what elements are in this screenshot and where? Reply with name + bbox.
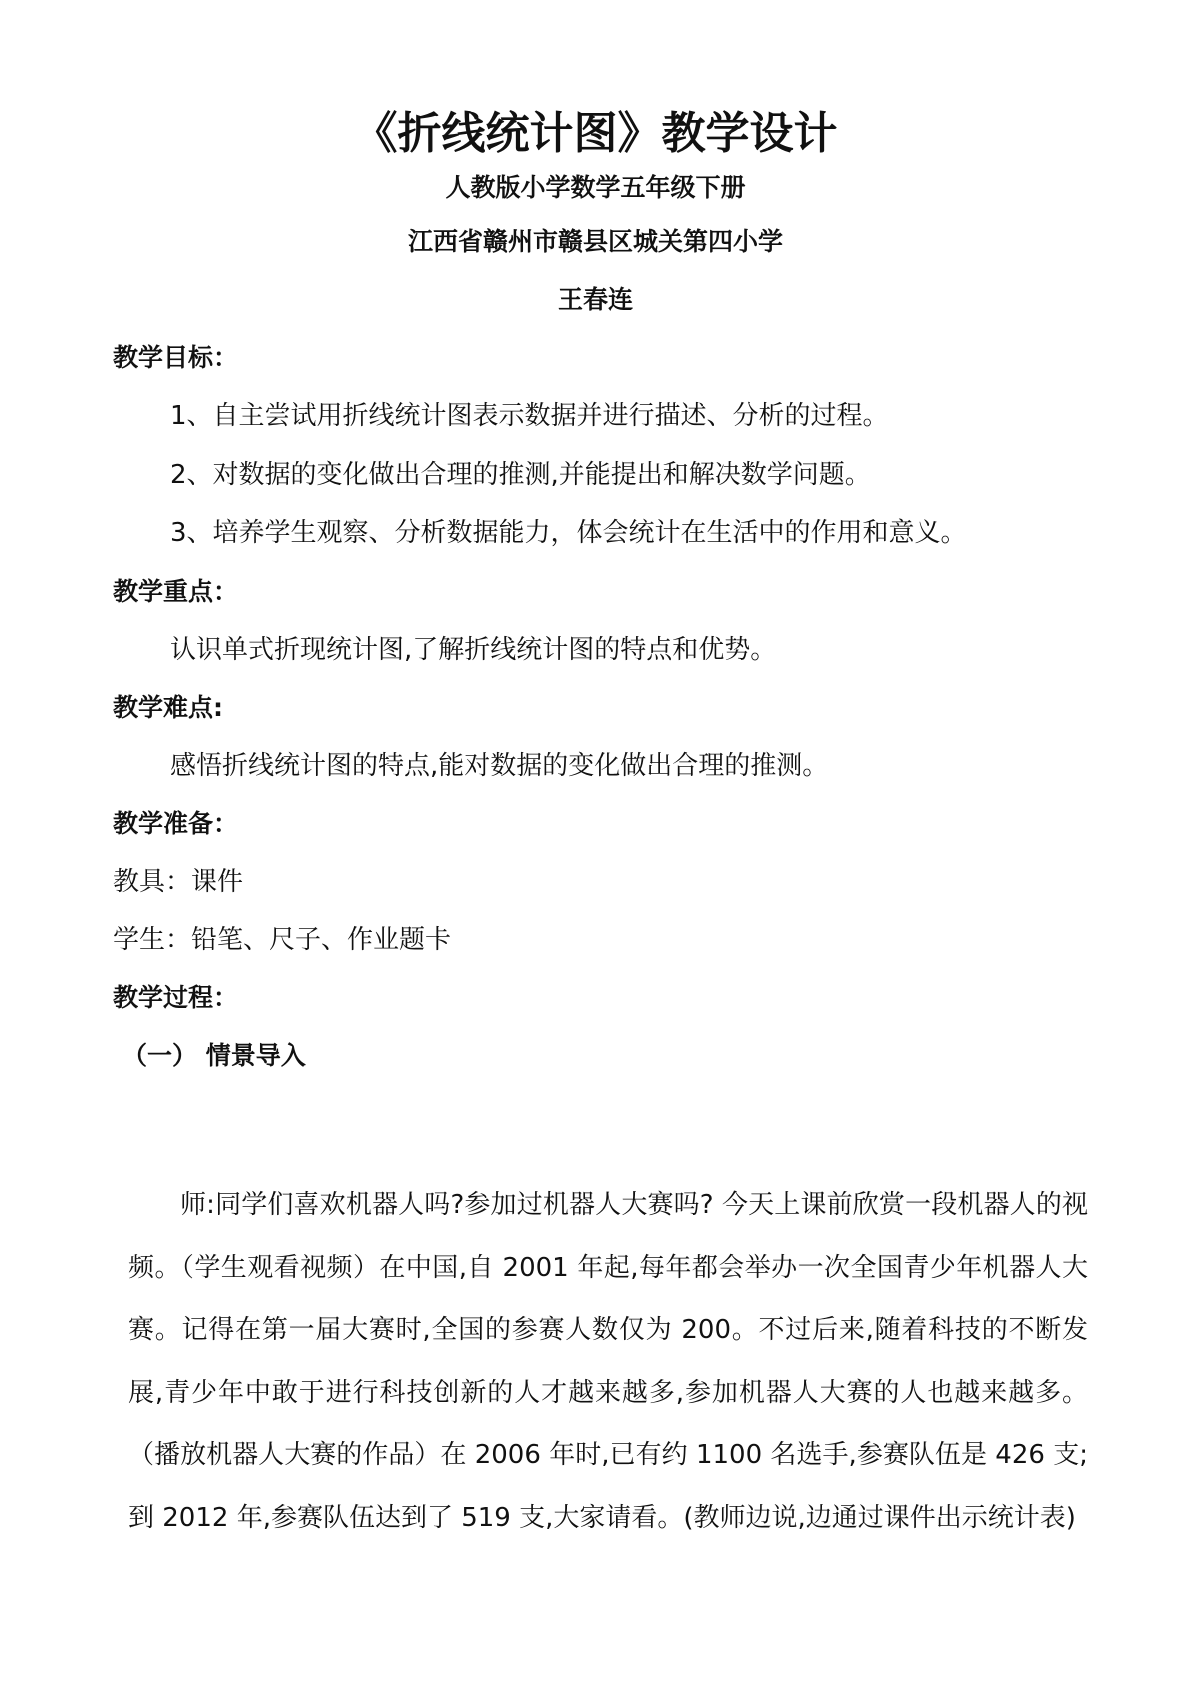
section-1-text: 师:同学们喜欢机器人吗?参加过机器人大赛吗? 今天上课前欣赏一段机器人的视频。（学生观看视频）在中国,自 2001 年起,每年都会举办一次全国青少年机器人大赛。记得在第一届大赛时,全国的参赛人数仅为 200。不过后来,随着科技的不断发展,青少年中敢于进行科技创新的人才越来越多,参加机器人大赛的人也越来越多。（播放机器人大赛的作品）在 2006 年时,已有约 1100 名选手,参赛队伍是 426 支;到 2012 年,参赛队伍达到了 519 支,大家请看。(教师边说,边通过课件出示统计表) [128,1190,1088,1533]
objectives-heading: 教学目标： [113,343,239,372]
difficulties-heading: 教学难点: [113,693,223,722]
section-1-paragraph [128,1174,1088,1549]
document-title: 《折线统计图》教学设计 [353,108,838,159]
textbook-edition: 人教版小学数学五年级下册 [445,173,746,202]
key-points-text: 认识单式折现统计图,了解折线统计图的特点和优势。 [170,635,777,665]
preparation-teacher: 教具：课件 [113,867,244,897]
preparation-student: 学生：铅笔、尺子、作业题卡 [113,925,452,955]
process-heading: 教学过程： [113,983,239,1012]
difficulties-text: 感悟折线统计图的特点,能对数据的变化做出合理的推测。 [170,751,829,781]
section-1-heading: （一） 情景导入 [122,1041,306,1070]
objective-item-2: 2、对数据的变化做出合理的推测,并能提出和解决数学问题。 [170,460,871,490]
key-points-heading: 教学重点： [113,577,239,606]
objective-item-1: 1、自主尝试用折线统计图表示数据并进行描述、分析的过程。 [170,401,889,431]
preparation-heading: 教学准备： [113,809,239,838]
objective-item-3: 3、培养学生观察、分析数据能力，体会统计在生活中的作用和意义。 [170,518,967,548]
author-name: 王春连 [557,285,633,314]
school-name: 江西省赣州市赣县区城关第四小学 [407,227,783,256]
